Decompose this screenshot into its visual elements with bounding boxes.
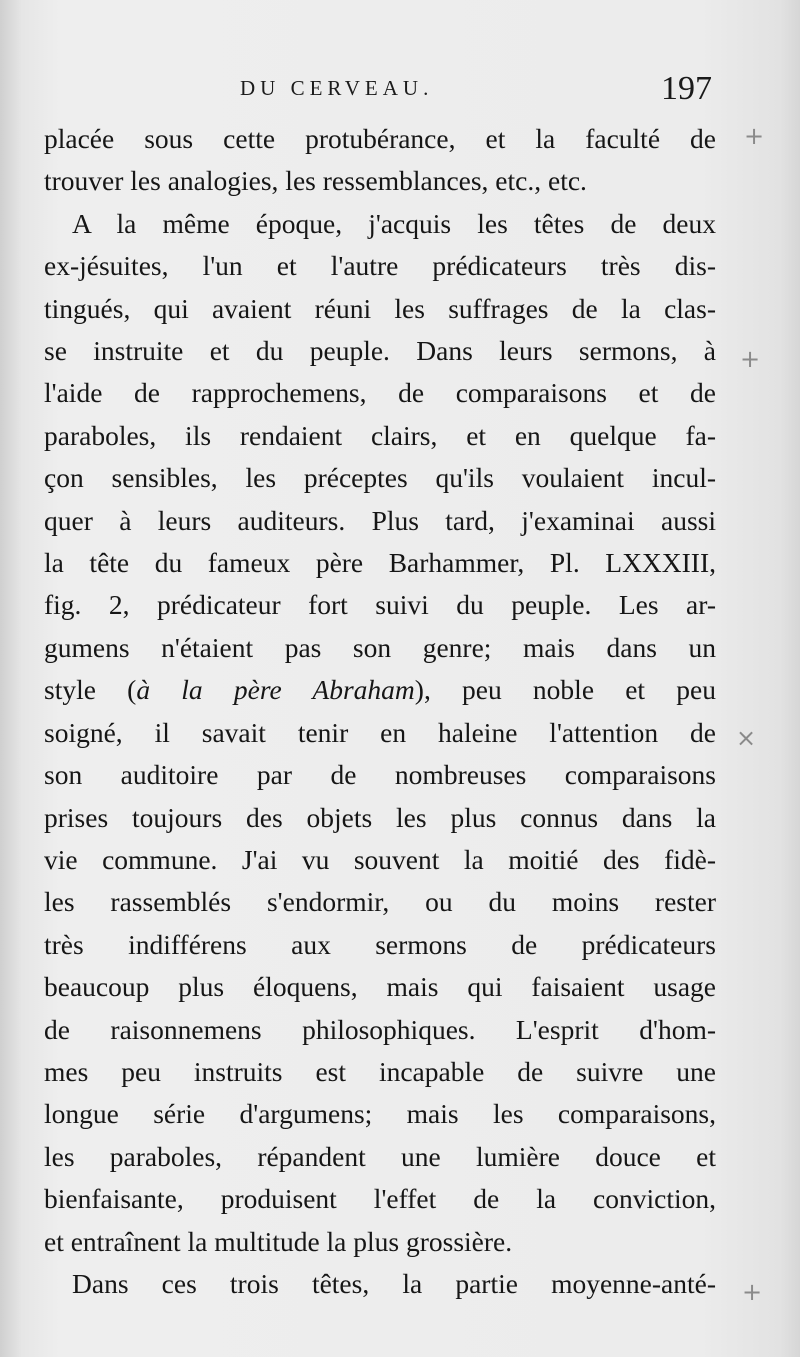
text-line: longue série d'argumens; mais les comparaisons,: [44, 1098, 716, 1130]
text-line: beaucoup plus éloquens, mais qui faisaient usage: [44, 971, 716, 1003]
margin-plus-mark: +: [744, 122, 765, 150]
paragraph-start-line: A la même époque, j'acquis les têtes de deux: [72, 207, 716, 239]
text-line: placée sous cette protubérance, et la faculté de: [44, 123, 716, 154]
text-line: de raisonnemens philosophiques. L'esprit d'hom-: [44, 1013, 716, 1045]
text-line: son auditoire par de nombreuses comparaisons: [44, 759, 716, 791]
text-line: quer à leurs auditeurs. Plus tard, j'examinai aussi: [44, 504, 716, 536]
text-line: les rassemblés s'endormir, ou du moins rester: [44, 886, 716, 918]
text-line: prises toujours des objets les plus connus dans la: [44, 801, 716, 833]
text-line: fig. 2, prédicateur fort suivi du peuple. Les ar-: [44, 589, 716, 621]
text-line: très indifférens aux sermons de prédicateurs: [44, 928, 716, 960]
page-number: 197: [661, 70, 712, 107]
text-line: mes peu instruits est incapable de suivre une: [44, 1055, 716, 1087]
text-line: vie commune. J'ai vu souvent la moitié des fidè-: [44, 843, 716, 875]
text-line: paraboles, ils rendaient clairs, et en quelque fa-: [44, 419, 716, 451]
text-line-with-italic: [44, 669, 716, 711]
text-line: çon sensibles, les préceptes qu'ils voulaient incul-: [44, 462, 716, 494]
text-line: soigné, il savait tenir en haleine l'attention de: [44, 716, 716, 748]
text-line: trouver les analogies, les ressemblances, etc., etc.: [44, 165, 587, 197]
margin-cross-mark: ×: [736, 724, 757, 752]
page-header: [0, 70, 800, 114]
text-line: tingués, qui avaient réuni les suffrages de la clas-: [44, 292, 716, 324]
paragraph-start-line: Dans ces trois têtes, la partie moyenne-anté-: [72, 1267, 716, 1299]
text-line: la tête du fameux père Barhammer, Pl. LXXXIII,: [44, 547, 716, 579]
text-line: les paraboles, répandent une lumière douce et: [44, 1140, 716, 1172]
text-line: l'aide de rapprochemens, de comparaisons et de: [44, 377, 716, 409]
margin-plus-mark: +: [740, 345, 761, 373]
italic-phrase: à la père Abraham: [136, 674, 415, 706]
text-line: ex-jésuites, l'un et l'autre prédicateurs très dis-: [44, 250, 716, 282]
text-line: bienfaisante, produisent l'effet de la conviction,: [44, 1183, 716, 1215]
body-text: [44, 118, 716, 1305]
margin-plus-mark: +: [742, 1278, 763, 1306]
text-line: se instruite et du peuple. Dans leurs sermons, à: [44, 335, 716, 367]
text-segment: ), peu noble et peu: [414, 674, 716, 706]
text-segment: style (: [44, 674, 137, 706]
running-head: DU CERVEAU.: [240, 76, 434, 100]
text-line: gumens n'étaient pas son genre; mais dans un: [44, 631, 716, 663]
text-line: et entraînent la multitude la plus grossière.: [44, 1225, 513, 1257]
